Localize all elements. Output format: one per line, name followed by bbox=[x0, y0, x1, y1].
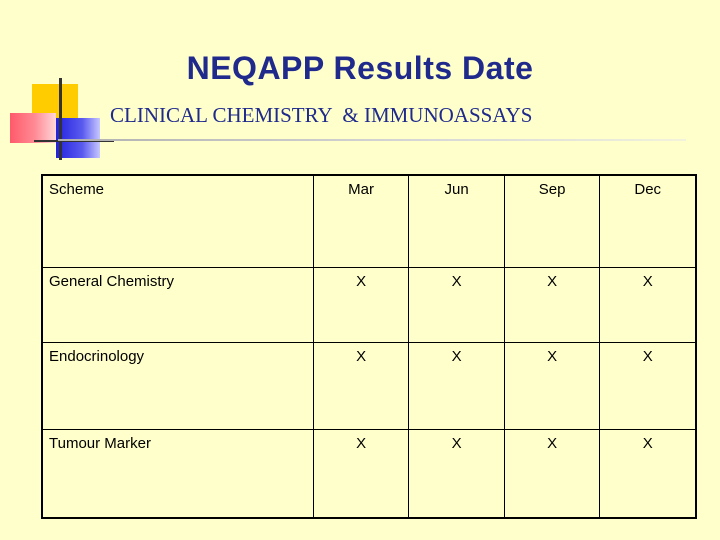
row-mark-mar: X bbox=[313, 267, 409, 342]
row-mark-mar: X bbox=[313, 429, 409, 518]
logo-vertical-line bbox=[59, 78, 62, 160]
row-mark-jun: X bbox=[409, 267, 505, 342]
header-month-mar: Mar bbox=[313, 175, 409, 267]
row-mark-dec: X bbox=[600, 429, 696, 518]
row-scheme-name: Endocrinology bbox=[42, 342, 313, 429]
row-mark-mar: X bbox=[313, 342, 409, 429]
header-scheme: Scheme bbox=[42, 175, 313, 267]
table-row bbox=[42, 342, 696, 429]
row-mark-dec: X bbox=[600, 342, 696, 429]
title-divider bbox=[58, 139, 686, 141]
results-table bbox=[41, 174, 697, 519]
row-mark-sep: X bbox=[504, 429, 600, 518]
row-scheme-name: Tumour Marker bbox=[42, 429, 313, 518]
table-header-row bbox=[42, 175, 696, 267]
row-mark-dec: X bbox=[600, 267, 696, 342]
logo-red-square bbox=[10, 113, 56, 143]
header-month-jun: Jun bbox=[409, 175, 505, 267]
header-month-sep: Sep bbox=[504, 175, 600, 267]
slide-subtitle: CLINICAL CHEMISTRY & IMMUNOASSAYS bbox=[110, 103, 533, 127]
row-mark-jun: X bbox=[409, 429, 505, 518]
table-row bbox=[42, 429, 696, 518]
row-mark-sep: X bbox=[504, 342, 600, 429]
row-mark-sep: X bbox=[504, 267, 600, 342]
logo-blue-square bbox=[56, 118, 100, 158]
row-mark-jun: X bbox=[409, 342, 505, 429]
table-row bbox=[42, 267, 696, 342]
header-month-dec: Dec bbox=[600, 175, 696, 267]
row-scheme-name: General Chemistry bbox=[42, 267, 313, 342]
slide-title: NEQAPP Results Date bbox=[186, 50, 534, 86]
